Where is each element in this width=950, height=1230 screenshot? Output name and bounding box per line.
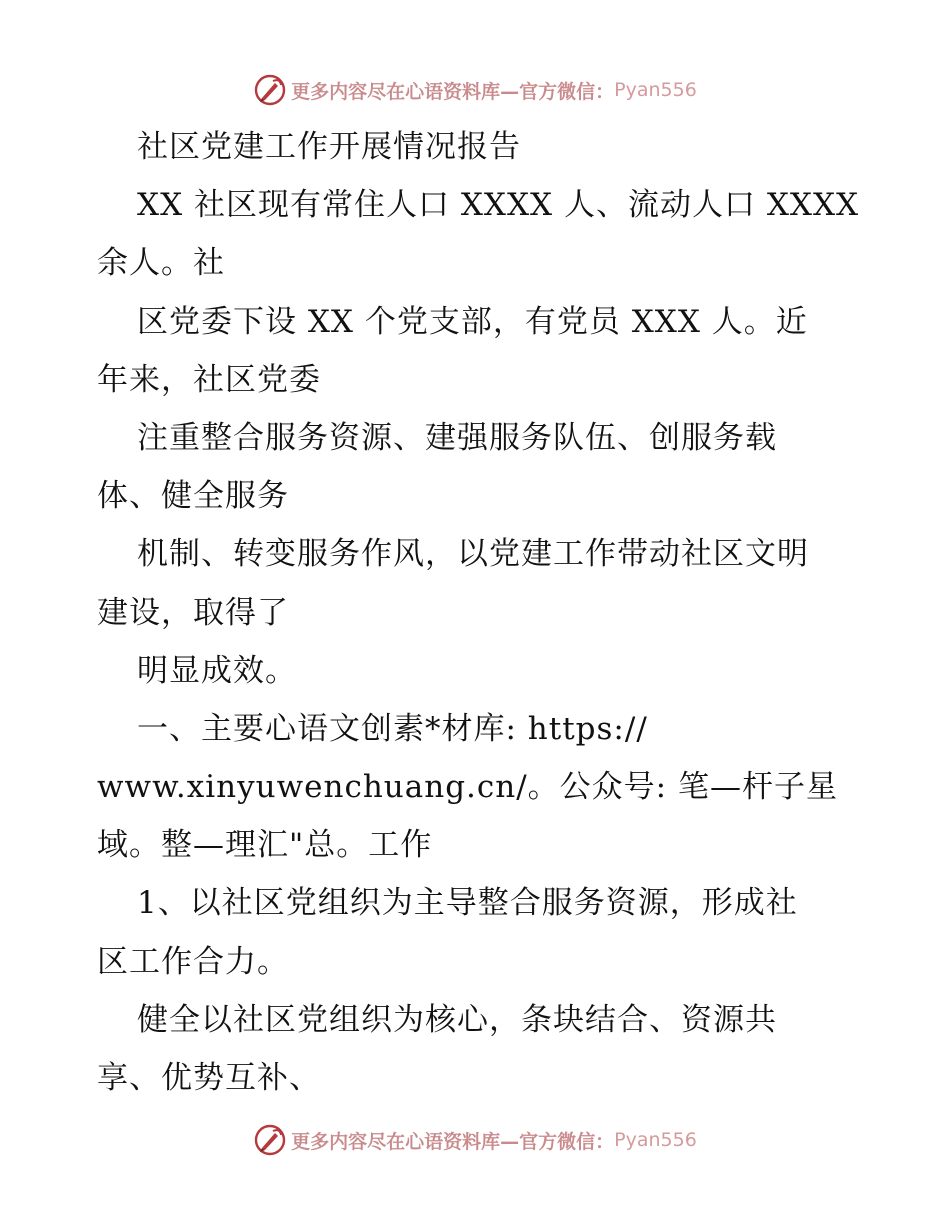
text-line: 注重整合服务资源、建强服务队伍、创服务载 xyxy=(137,419,777,456)
text-line: 区党委下设 XX 个党支部，有党员 XXX 人。近 xyxy=(137,303,808,340)
document-body xyxy=(97,118,860,1107)
watermark-wechat-id: Pyan556 xyxy=(614,1129,697,1151)
text-line: 健全以社区党组织为核心，条块结合、资源共 xyxy=(137,1001,777,1038)
footer-watermark xyxy=(0,1120,950,1160)
watermark-text: 更多内容尽在心语资料库—官方微信： xyxy=(291,1130,615,1153)
pen-logo-icon xyxy=(253,1123,287,1157)
text-line: 区工作合力。 xyxy=(97,943,289,980)
text-line: 建设，取得了 xyxy=(97,594,289,631)
text-line: 享、优势互补、 xyxy=(97,1060,321,1096)
text-line: 社区党建工作开展情况报告 xyxy=(137,129,521,165)
text-line: XX 社区现有常住人口 XXXX 人、流动人口 XXXX xyxy=(137,187,860,224)
text-line: 1、以社区党组织为主导整合服务资源，形成社 xyxy=(137,885,798,922)
text-line: 机制、转变服务作风，以党建工作带动社区文明 xyxy=(137,536,809,573)
text-line: www.xinyuwenchuang.cn/。公众号: 笔—杆子星 xyxy=(97,769,838,806)
text-line: 域。整—理汇"总。工作 xyxy=(97,827,433,864)
watermark-wechat-id: Pyan556 xyxy=(614,79,697,101)
header-watermark xyxy=(0,70,950,110)
text-line: 年来，社区党委 xyxy=(97,361,321,398)
text-line: 明显成效。 xyxy=(137,652,297,689)
watermark-text: 更多内容尽在心语资料库—官方微信： xyxy=(291,80,615,103)
pen-logo-icon xyxy=(253,73,287,107)
text-line: 余人。社 xyxy=(97,245,225,282)
text-line: 体、健全服务 xyxy=(97,478,289,515)
text-line: 一、主要心语文创素*材库: https:// xyxy=(137,710,648,747)
